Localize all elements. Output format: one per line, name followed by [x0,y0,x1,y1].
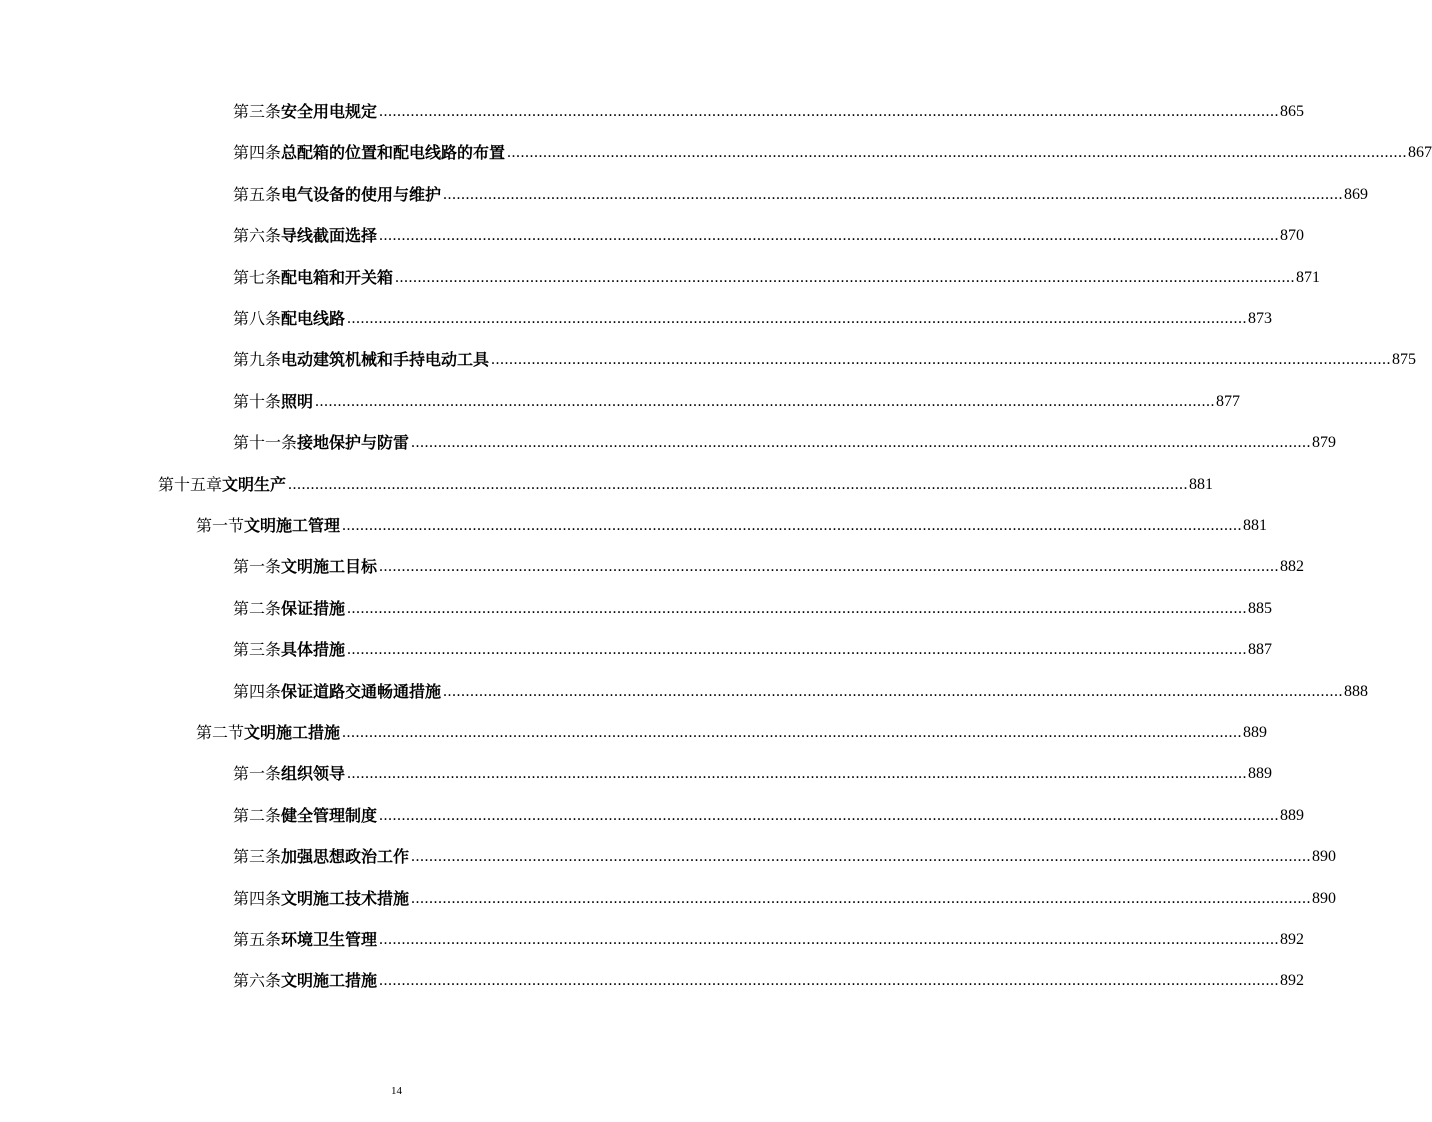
toc-entry-number: 第二条 [233,598,282,618]
toc-entry-title: 接地保护与防雷 [297,433,410,453]
toc-entry-number: 第二节 [196,723,245,742]
toc-entry-article[interactable] [233,883,1337,909]
toc-entry-number: 第四条 [233,143,282,163]
toc-entry-article[interactable] [233,179,1369,205]
toc-entry-page: 890 [1312,848,1337,866]
toc-dot-leader: ........................................................................................................................................................................................................ [507,144,1408,162]
toc-dot-leader: ........................................................................................................................................................................................................ [443,682,1344,700]
toc-entry-page: 890 [1312,889,1337,907]
toc-entry-number: 第七条 [233,267,282,287]
toc-entry-title: 总配箱的位置和配电线路的布置 [281,143,506,163]
toc-entry-page: 892 [1280,931,1305,948]
toc-entry-page: 888 [1344,682,1369,700]
toc-entry-page: 865 [1280,103,1305,120]
toc-dot-leader: ........................................................................................................................................................................................................ [491,351,1392,369]
toc-entry-page: 869 [1344,185,1369,203]
toc-entry-article[interactable] [233,303,1273,329]
toc-dot-leader: ........................................................................................................................................................................................................ [288,475,1189,493]
toc-entry-number: 第五条 [233,930,282,949]
toc-dot-leader: ........................................................................................................................................................................................................ [315,392,1216,410]
toc-dot-leader: ........................................................................................................................................................................................................ [411,848,1312,866]
toc-entry-title: 保证道路交通畅通措施 [281,681,442,701]
toc-entry-article[interactable] [233,800,1305,826]
toc-entry-number: 第八条 [233,309,282,328]
toc-entry-title: 电动建筑机械和手持电动工具 [281,350,490,370]
toc-entry-number: 第一条 [233,557,282,577]
toc-entry-page: 870 [1280,227,1305,245]
toc-entry-number: 第三条 [233,640,282,660]
toc-entry-article[interactable] [233,386,1241,412]
toc-entry-page: 892 [1280,972,1305,990]
toc-dot-leader: ........................................................................................................................................................................................................ [347,599,1248,617]
toc-entry-article[interactable] [233,965,1305,991]
toc-entry-title: 配电线路 [281,309,346,328]
toc-entry-title: 组织领导 [281,764,346,784]
toc-entry-page: 881 [1189,475,1214,493]
toc-entry-number: 第十条 [233,391,282,411]
toc-entry-title: 文明施工目标 [281,557,378,577]
toc-entry-article[interactable] [233,262,1321,288]
toc-entry-number: 第四条 [233,888,282,908]
toc-entry-title: 加强思想政治工作 [281,847,410,867]
toc-entry-article[interactable] [233,137,1432,163]
toc-dot-leader: ........................................................................................................................................................................................................ [342,724,1243,741]
toc-entry-title: 导线截面选择 [281,226,378,246]
toc-entry-title: 具体措施 [281,640,346,660]
page-number: 14 [391,1085,402,1097]
toc-dot-leader: ........................................................................................................................................................................................................ [443,185,1344,203]
toc-dot-leader: ........................................................................................................................................................................................................ [379,806,1280,824]
toc-entry-page: 879 [1312,434,1337,452]
toc-entry-article[interactable] [233,841,1337,867]
toc-entry-page: 873 [1248,310,1273,327]
toc-entry-number: 第九条 [233,350,282,370]
toc-dot-leader: ........................................................................................................................................................................................................ [379,931,1280,948]
toc-entry-number: 第十一条 [233,433,298,453]
toc-entry-title: 文明施工措施 [281,971,378,991]
toc-entry-article[interactable] [233,344,1417,370]
toc-entry-title: 配电箱和开关箱 [281,267,394,287]
toc-entry-title: 文明施工管理 [244,516,341,535]
toc-entry-article[interactable] [233,220,1305,246]
toc-entry-number: 第三条 [233,847,282,867]
toc-entry-page: 871 [1296,268,1321,286]
toc-dot-leader: ........................................................................................................................................................................................................ [379,972,1280,990]
toc-entry-title: 文明生产 [222,474,287,494]
toc-entry-page: 889 [1243,724,1268,741]
toc-dot-leader: ........................................................................................................................................................................................................ [347,310,1248,327]
toc-dot-leader: ........................................................................................................................................................................................................ [347,765,1248,783]
toc-entry-number: 第十五章 [158,474,223,494]
toc-entry-title: 照明 [281,391,314,411]
toc-entry-section[interactable] [196,510,1268,536]
toc-entry-title: 保证措施 [281,598,346,618]
toc-dot-leader: ........................................................................................................................................................................................................ [342,517,1243,534]
toc-entry-title: 电气设备的使用与维护 [281,184,442,204]
toc-dot-leader: ........................................................................................................................................................................................................ [347,641,1248,659]
toc-entry-page: 889 [1248,765,1273,783]
toc-entry-article[interactable] [233,96,1305,122]
toc-entry-page: 875 [1392,351,1417,369]
toc-entry-article[interactable] [233,634,1273,660]
toc-entry-article[interactable] [233,551,1305,577]
toc-entry-title: 文明施工技术措施 [281,888,410,908]
toc-entry-page: 877 [1216,392,1241,410]
toc-entry-chapter[interactable] [158,469,1214,495]
toc-entry-title: 健全管理制度 [281,805,378,825]
toc-entry-page: 889 [1280,806,1305,824]
toc-entry-number: 第六条 [233,226,282,246]
toc-dot-leader: ........................................................................................................................................................................................................ [411,434,1312,452]
toc-entry-page: 867 [1408,144,1432,162]
toc-entry-number: 第四条 [233,681,282,701]
toc-dot-leader: ........................................................................................................................................................................................................ [379,227,1280,245]
toc-entry-title: 环境卫生管理 [281,930,378,949]
toc-entry-number: 第六条 [233,971,282,991]
toc-entry-number: 第二条 [233,805,282,825]
toc-entry-article[interactable] [233,593,1273,619]
toc-entry-number: 第一条 [233,764,282,784]
toc-entry-article[interactable] [233,758,1273,784]
toc-entry-number: 第五条 [233,184,282,204]
toc-entry-article[interactable] [233,924,1305,950]
toc-entry-number: 第一节 [196,516,245,535]
toc-entry-page: 887 [1248,641,1273,659]
toc-entry-number: 第三条 [233,102,282,121]
toc-entry-page: 885 [1248,599,1273,617]
toc-entry-article[interactable] [233,676,1369,702]
toc-entry-title: 文明施工措施 [244,723,341,742]
toc-entry-page: 881 [1243,517,1268,534]
toc-dot-leader: ........................................................................................................................................................................................................ [395,268,1296,286]
toc-entry-page: 882 [1280,558,1305,576]
toc-entry-section[interactable] [196,717,1268,743]
toc-dot-leader: ........................................................................................................................................................................................................ [379,558,1280,576]
toc-dot-leader: ........................................................................................................................................................................................................ [379,103,1280,120]
toc-dot-leader: ........................................................................................................................................................................................................ [411,889,1312,907]
toc-entry-title: 安全用电规定 [281,102,378,121]
toc-entry-article[interactable] [233,427,1337,453]
